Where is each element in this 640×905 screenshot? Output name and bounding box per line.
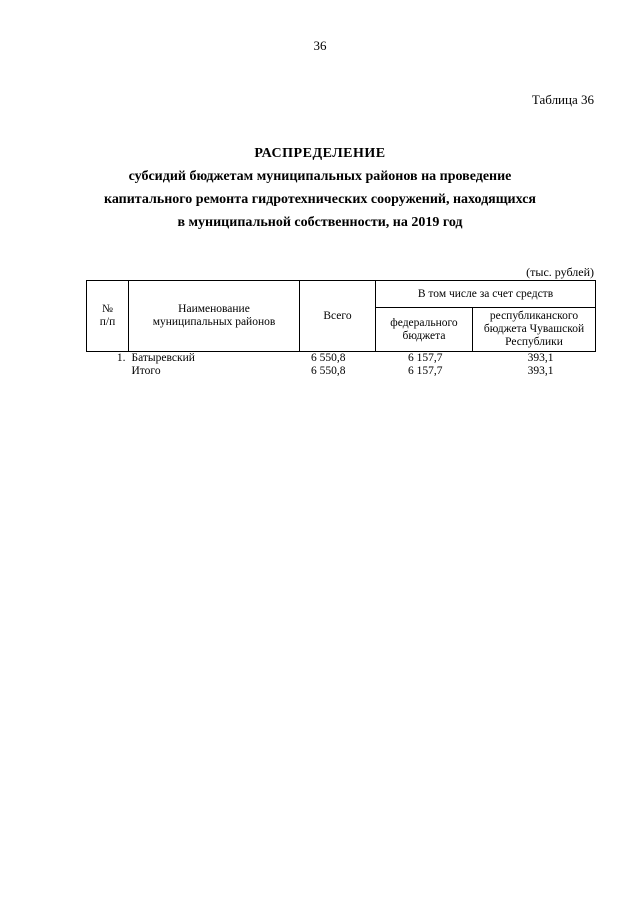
- header-republic-line2: бюджета Чувашской: [483, 323, 585, 335]
- distribution-table: [86, 280, 596, 378]
- row-name: Итого: [131, 365, 161, 377]
- header-num: [87, 281, 129, 352]
- units-label: (тыс. рублей): [526, 265, 594, 279]
- row-republic: 393,1: [527, 352, 554, 364]
- header-federal-line1: федерального: [390, 316, 458, 329]
- header-name-line1: Наименование: [178, 303, 250, 315]
- row-num: [87, 365, 129, 378]
- page-number: 36: [313, 38, 327, 53]
- row-num: 1.: [116, 352, 126, 364]
- header-name-line2: муниципальных районов: [152, 316, 276, 328]
- table-row-total: [87, 365, 596, 378]
- row-federal: 6 157,7: [408, 352, 443, 364]
- header-num-line1: №: [102, 303, 113, 315]
- title-line-3: капитального ремонта гидротехнических сооружений, находящихся: [103, 192, 537, 207]
- header-federal-line2: бюджета: [402, 329, 446, 342]
- title-line-1: РАСПРЕДЕЛЕНИЕ: [254, 146, 386, 161]
- row-federal: 6 157,7: [408, 365, 443, 377]
- header-republic: [473, 308, 596, 352]
- header-republic-line1: республиканского: [489, 310, 579, 322]
- title-line-4: в муниципальной собственности, на 2019 год: [177, 215, 463, 230]
- table-row: [87, 352, 596, 366]
- header-republic-line3: Республики: [505, 336, 563, 348]
- row-republic: 393,1: [527, 365, 554, 377]
- header-num-line2: п/п: [99, 316, 116, 328]
- header-total: Всего: [300, 281, 376, 352]
- row-total: 6 550,8: [311, 365, 346, 377]
- row-total: 6 550,8: [311, 352, 346, 364]
- table-label: Таблица 36: [531, 92, 594, 107]
- row-name: Батыревский: [131, 352, 195, 364]
- title-line-2: субсидий бюджетам муниципальных районов на проведение: [128, 169, 512, 184]
- header-federal: [376, 308, 473, 352]
- header-name: [129, 281, 300, 352]
- table-header-row: [87, 281, 596, 308]
- header-including: В том числе за счет средств: [376, 281, 596, 308]
- document-title: [60, 142, 580, 234]
